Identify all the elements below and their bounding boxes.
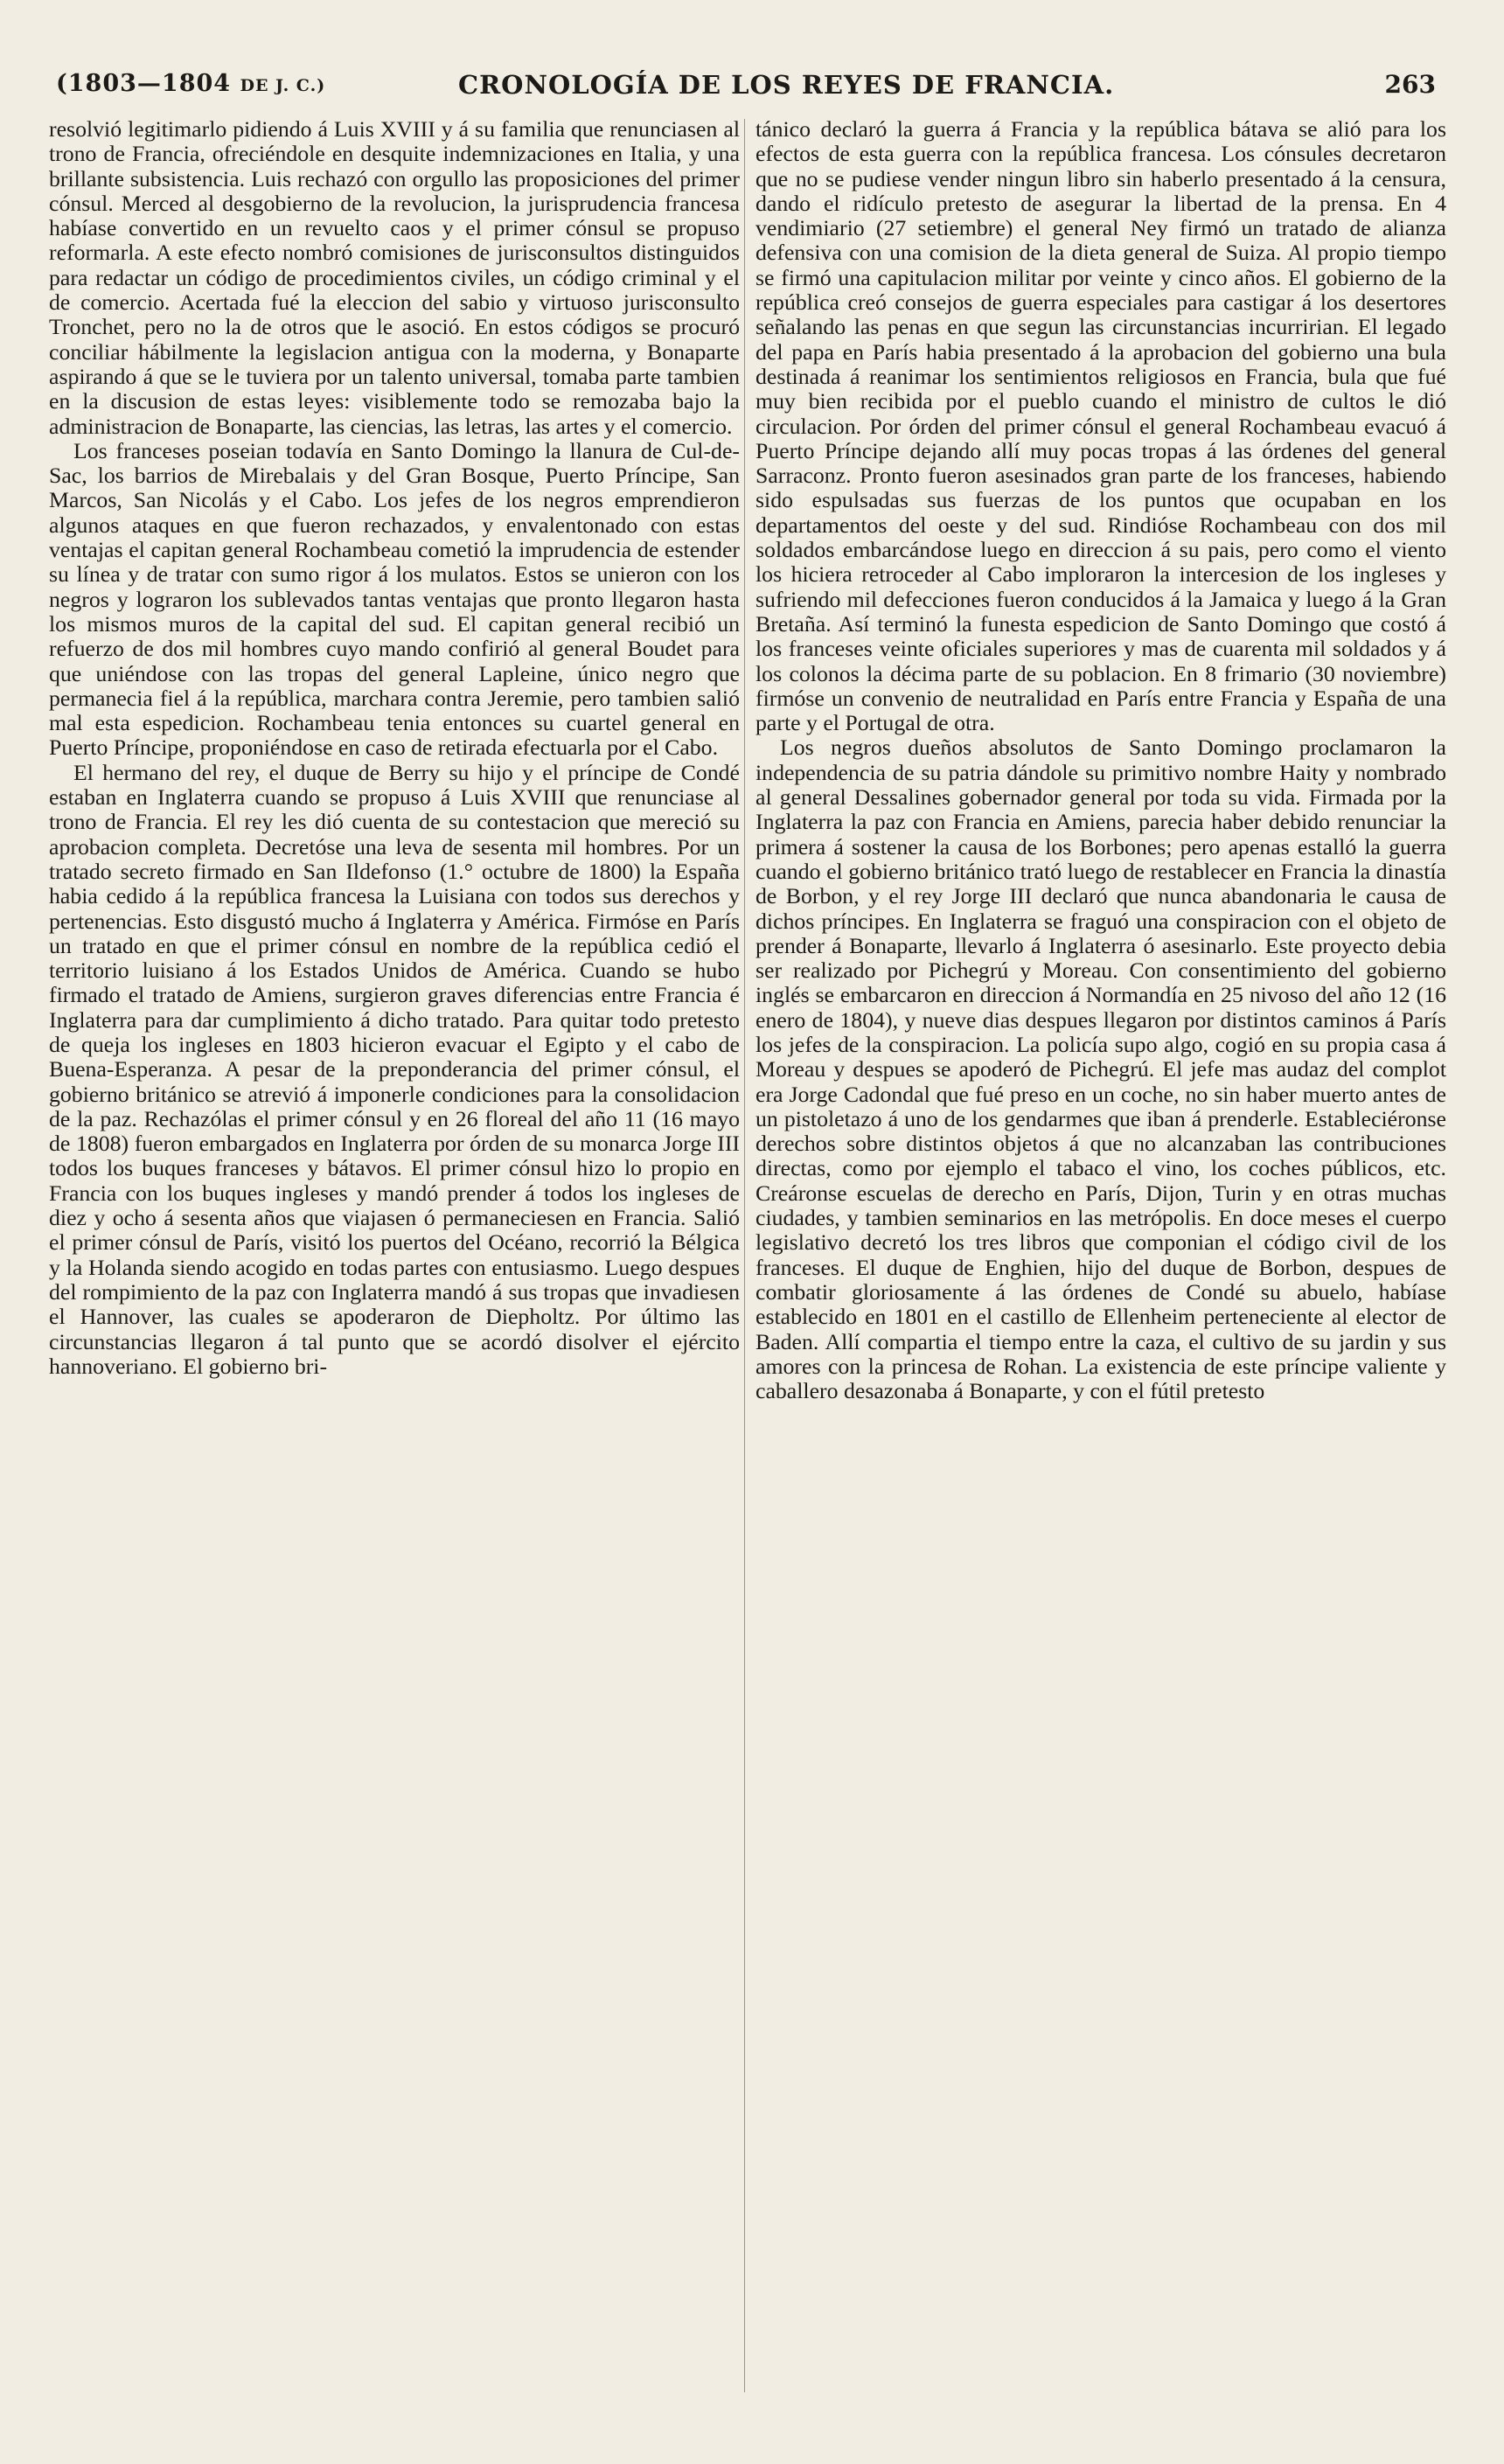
page-number: 263	[1384, 70, 1436, 99]
header-years-range: (1803—1804	[56, 70, 232, 97]
paragraph: Los franceses poseian todavía en Santo Domingo la llanura de Cul-de-Sac, los barrios de Mirebalais y del Gran Bosque, Puerto Príncipe, San Marcos, San Nicolás y el Cabo. Los jefes de los negros emprendieron algunos ataques en que fueron rechazados, y envalentonado con estas ventajas el capitan general Rochambeau cometió la imprudencia de estender su línea y de tratar con sumo rigor á los mulatos. Estos se unieron con los negros y lograron los sublevados tantas ventajas que pronto llegaron hasta los mismos muros de la capital del sud. El capitan general recibió un refuerzo de dos mil hombres cuyo mando confirió al general Boudet para que uniéndose con las tropas del general Lapleine, único negro que permanecia fiel á la república, marchara contra Jeremie, pero tambien salió mal esta espedicion. Rochambeau tenia entonces su cuartel general en Puerto Príncipe, proponiéndose en caso de retirada efectuarla por el Cabo.	[49, 437, 740, 761]
column-divider	[744, 119, 745, 2392]
paragraph: Los negros dueños absolutos de Santo Domingo proclamaron la independencia de su patria dándole su primitivo nombre Haity y nombrado al general Dessalines gobernador general por toda su vida. Firmada por la Inglaterra la paz con Francia en Amiens, parecia haber debido renunciar la primera á sostener la causa de los Borbones; pero apenas estalló la guerra cuando el gobierno británico trató luego de restablecer en Francia la dinastía de Borbon, y el rey Jorge III declaró que nunca abandonaria le causa de dichos príncipes. En Inglaterra se fraguó una conspiracion con el objeto de prender á Bonaparte, llevarlo á Inglaterra ó asesinarlo. Este proyecto debia ser realizado por Pichegrú y Moreau. Con consentimiento del gobierno inglés se embarcaron en direccion á Normandía en 25 nivoso del año 12 (16 enero de 1804), y nueve dias despues llegaron por distintos caminos á París los jefes de la conspiracion. La policía supo algo, cogió en su propia casa á Moreau y despues se apoderó de Pichegrú. El jefe mas audaz del complot era Jorge Cadondal que fué preso en un coche, no sin haber muerto antes de un pistoletazo á uno de los gendarmes que iban á prenderle. Estableciéronse derechos sobre distintos objetos á que no alcanzaban las contribuciones directas, como por ejemplo el tabaco el vino, los coches públicos, etc. Creáronse escuelas de derecho en París, Dijon, Turin y en otras muchas ciudades, y tambien seminarios en las metrópolis. En doce meses el cuerpo legislativo decretó los tres libros que componian el código civil de los franceses. El duque de Enghien, hijo del duque de Borbon, despues de combatir gloriosamente á las órdenes de Condé su abuelo, habíase establecido en 1801 en el castillo de Ellenheim perteneciente al elector de Baden. Allí compartia el tiempo entre la caza, el cultivo de su jardin y sus amores con la princesa de Rohan. La existencia de este príncipe valiente y caballero desazonaba á Bonaparte, y con el fútil pretesto	[755, 734, 1446, 1404]
header-era: DE J. C.)	[240, 76, 326, 95]
paragraph: El hermano del rey, el duque de Berry su hijo y el príncipe de Condé estaban en Inglaterra cuando se propuso á Luis XVIII que renunciase al trono de Francia. El rey les dió cuenta de su contestacion que mereció su aprobacion completa. Decretóse una leva de sesenta mil hombres. Por un tratado secreto firmado en San Ildefonso (1.° octubre de 1800) la España habia cedido á la república francesa la Luisiana con todos sus derechos y pertenencias. Esto disgustó mucho á Inglaterra y América. Firmóse en París un tratado en que el primer cónsul en nombre de la república cedió el territorio luisiano á los Estados Unidos de América. Cuando se hubo firmado el tratado de Amiens, surgieron graves diferencias entre Francia é Inglaterra para dar cumplimiento á dicho tratado. Para quitar todo pretesto de queja los ingleses en 1803 hicieron evacuar el Egipto y el cabo de Buena-Esperanza. A pesar de la preponderancia del primer cónsul, el gobierno británico se atrevió á imponerle condiciones para la consolidacion de la paz. Rechazólas el primer cónsul y en 26 floreal del año 11 (16 mayo de 1808) fueron embargados en Inglaterra por órden de su monarca Jorge III todos los buques franceses y bátavos. El primer cónsul hizo lo propio en Francia con los buques ingleses y mandó prender á todos los ingleses de diez y ocho á sesenta años que viajasen ó permaneciesen en Francia. Salió el primer cónsul de París, visitó los puertos del Océano, recorrió la Bélgica y la Holanda siendo acogido en todas partes con entusiasmo. Luego despues del rompimiento de la paz con Inglaterra mandó á sus tropas que invadiesen el Hannover, las cuales se apoderaron de Diepholtz. Por último las circunstancias llegaron á tal punto que se acordó disolver el ejército hannoveriano. El gobierno bri-	[49, 759, 740, 1379]
header-years	[56, 70, 325, 97]
page-header	[56, 65, 1448, 117]
left-column	[49, 117, 740, 2408]
paragraph: resolvió legitimarlo pidiendo á Luis XVIII y á su familia que renunciasen al trono de Francia, ofreciéndole en desquite indemnizaciones en Italia, y una brillante subsistencia. Luis rechazó con orgullo las proposiciones del primer cónsul. Merced al desgobierno de la revolucion, la jurisprudencia francesa habíase convertido en un revuelto caos y el primer cónsul se propuso reformarla. A este efecto nombró comisiones de jurisconsultos distinguidos para redactar un código de procedimientos civiles, un código criminal y el de comercio. Acertada fué la eleccion del sabio y virtuoso jurisconsulto Tronchet, pero no la de otros que le asoció. En estos códigos se procuró conciliar hábilmente la legislacion antigua con la moderna, y Bonaparte aspirando á que se le tuviera por un talento universal, tomaba parte tambien en la discusion de estas leyes: visiblemente todo se remozaba bajo la administracion de Bonaparte, las ciencias, las letras, las artes y el comercio.	[49, 117, 740, 439]
right-column	[755, 117, 1446, 2408]
paragraph: tánico declaró la guerra á Francia y la república bátava se alió para los efectos de esta guerra con la república francesa. Los cónsules decretaron que no se pudiese vender ningun libro sin haberlo presentado á la censura, dando el ridículo pretesto de asegurar la libertad de la prensa. En 4 vendimiario (27 setiembre) el general Ney firmó un tratado de alianza defensiva con una comision de la dieta general de Suiza. Al propio tiempo se firmó una capitulacion militar por veinte y cinco años. El gobierno de la república creó consejos de guerra especiales para castigar á los desertores señalando las penas en que segun las circunstancias incurririan. El legado del papa en París habia presentado á la aprobacion del gobierno una bula destinada á reanimar los sentimientos religiosos en Francia, bula que fué muy bien recibida por el pueblo cuando el ministro de cultos le dió circulacion. Por órden del primer cónsul el general Rochambeau evacuó á Puerto Príncipe dejando allí muy pocas tropas á las órdenes del general Sarraconz. Pronto fueron asesinados gran parte de los franceses, habiendo sido espulsadas sus fuerzas de los puntos que ocupaban en los departamentos del oeste y del sud. Rindióse Rochambeau con dos mil soldados embarcándose luego en direccion á su pais, pero como el viento los hiciera retroceder al Cabo imploraron la intercesion de los ingleses y sufriendo mil defecciones fueron conducidos á la Jamaica y luego á la Gran Bretaña. Así terminó la funesta espedicion de Santo Domingo que costó á los franceses veinte oficiales superiores y mas de cuarenta mil soldados y á los colonos la décima parte de su poblacion. En 8 frimario (30 noviembre) firmóse un convenio de neutralidad en París entre Francia y España de una parte y el Portugal de otra.	[755, 117, 1446, 736]
header-title: CRONOLOGÍA DE LOS REYES DE FRANCIA.	[458, 70, 1115, 100]
